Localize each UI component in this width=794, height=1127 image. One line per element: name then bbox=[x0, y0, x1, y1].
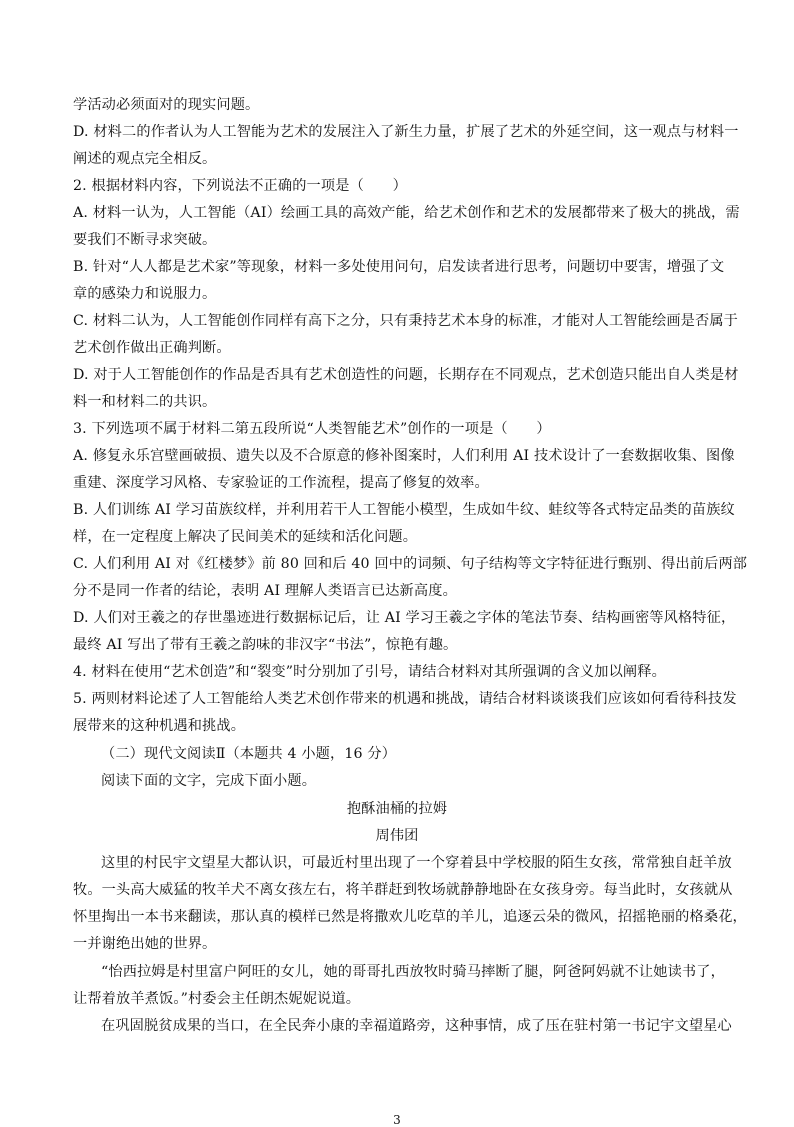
option-a-line: A. 修复永乐宫壁画破损、遗失以及不合原意的修补图案时，人们利用 AI 技术设计了一套数据收集、图像 bbox=[73, 448, 735, 464]
text-line: 章的感染力和说服力。 bbox=[73, 286, 217, 302]
text-line: 展带来的这种机遇和挑战。 bbox=[73, 718, 246, 734]
question-5: 5. 两则材料论述了人工智能给人类艺术创作带来的机遇和挑战，请结合材料谈谈我们应该如何看待科技发 bbox=[73, 691, 737, 707]
article-title: 抱酥油桶的拉姆 bbox=[346, 801, 448, 817]
section-heading: （二）现代文阅读Ⅱ（本题共 4 小题，16 分） bbox=[101, 746, 397, 762]
page-number: 3 bbox=[393, 1113, 401, 1127]
option-b-line: B. 人们训练 AI 学习苗族纹样，并利用若干人工智能小模型，生成如牛纹、蛙纹等各式特定品类的苗族纹 bbox=[73, 502, 735, 518]
text-line: 艺术创作做出正确判断。 bbox=[73, 340, 231, 356]
text-line: 最终 AI 写出了带有王羲之韵味的非汉字“书法”，惊艳有趣。 bbox=[73, 637, 458, 653]
option-d-line: D. 人们对王羲之的存世墨迹进行数据标记后，让 AI 学习王羲之字体的笔法节奏、结构画密等风格特征， bbox=[73, 610, 736, 626]
text-line: 阐述的观点完全相反。 bbox=[73, 151, 217, 167]
question-3: 3. 下列选项不属于材料二第五段所说“人类智能艺术”创作的一项是（ ） bbox=[73, 421, 551, 437]
text-line: 学活动必须面对的现实问题。 bbox=[73, 97, 260, 113]
option-a-line: A. 材料一认为，人工智能（AI）绘画工具的高效产能，给艺术创作和艺术的发展都带来了极大的挑战，需 bbox=[73, 205, 740, 221]
paragraph-line: 在巩固脱贫成果的当口，在全民奔小康的幸福道路旁，这种事情，成了压在驻村第一书记宇文望星心 bbox=[101, 1018, 732, 1034]
text-line: 料一和材料二的共识。 bbox=[73, 394, 217, 410]
question-4: 4. 材料在使用“艺术创造”和“裂变”时分别加了引号，请结合材料对其所强调的含义加以阐释。 bbox=[73, 664, 666, 680]
text-line: 重建、深度学习风格、专家验证的工作流程，提高了修复的效率。 bbox=[73, 475, 489, 491]
paragraph-line: 这里的村民宇文望星大都认识，可最近村里出现了一个穿着县中学校服的陌生女孩，常常独自赶羊放 bbox=[101, 855, 732, 871]
option-d-line: D. 对于人工智能创作的作品是否具有艺术创造性的问题，长期存在不同观点，艺术创造只能出自人类是材 bbox=[73, 367, 739, 383]
text-line: 分不是同一作者的结论，表明 AI 理解人类语言已达新高度。 bbox=[73, 583, 457, 599]
option-c-line: C. 人们利用 AI 对《红楼梦》前 80 回和后 40 回中的词频、句子结构等文字特征进行甄别、得出前后两部 bbox=[73, 556, 748, 572]
paragraph-line: 怀里掏出一本书来翻读，那认真的模样已然是将撒欢儿吃草的羊儿，追逐云朵的微风，招摇艳丽的格桑花， bbox=[73, 909, 747, 925]
question-2: 2. 根据材料内容，下列说法不正确的一项是（ ） bbox=[73, 178, 407, 194]
paragraph-line: 让帮着放羊煮饭。”村委会主任朗杰妮妮说道。 bbox=[73, 991, 361, 1007]
option-c-line: C. 材料二认为，人工智能创作同样有高下之分，只有秉持艺术本身的标准，才能对人工智能绘画是否属于 bbox=[73, 313, 739, 329]
paragraph-line: 一并谢绝出她的世界。 bbox=[73, 936, 217, 952]
reading-instruction: 阅读下面的文字，完成下面小题。 bbox=[101, 773, 317, 789]
article-author: 周伟团 bbox=[375, 828, 419, 844]
text-line: 样，在一定程度上解决了民间美术的延续和活化问题。 bbox=[73, 529, 418, 545]
option-d-line: D. 材料二的作者认为人工智能为艺术的发展注入了新生力量，扩展了艺术的外延空间，这一观点与材料一 bbox=[73, 124, 739, 140]
text-line: 要我们不断寻求突破。 bbox=[73, 232, 217, 248]
option-b-line: B. 针对“人人都是艺术家”等现象，材料一多处使用问句，启发读者进行思考，问题切中要害，增强了文 bbox=[73, 259, 725, 275]
paragraph-line: 牧。一头高大威猛的牧羊犬不离女孩左右，将羊群赶到牧场就静静地卧在女孩身旁。每当此时，女孩就从 bbox=[73, 882, 733, 898]
paragraph-line: “怡西拉姆是村里富户阿旺的女儿，她的哥哥扎西放牧时骑马摔断了腿，阿爸阿妈就不让她读书了， bbox=[101, 964, 725, 980]
